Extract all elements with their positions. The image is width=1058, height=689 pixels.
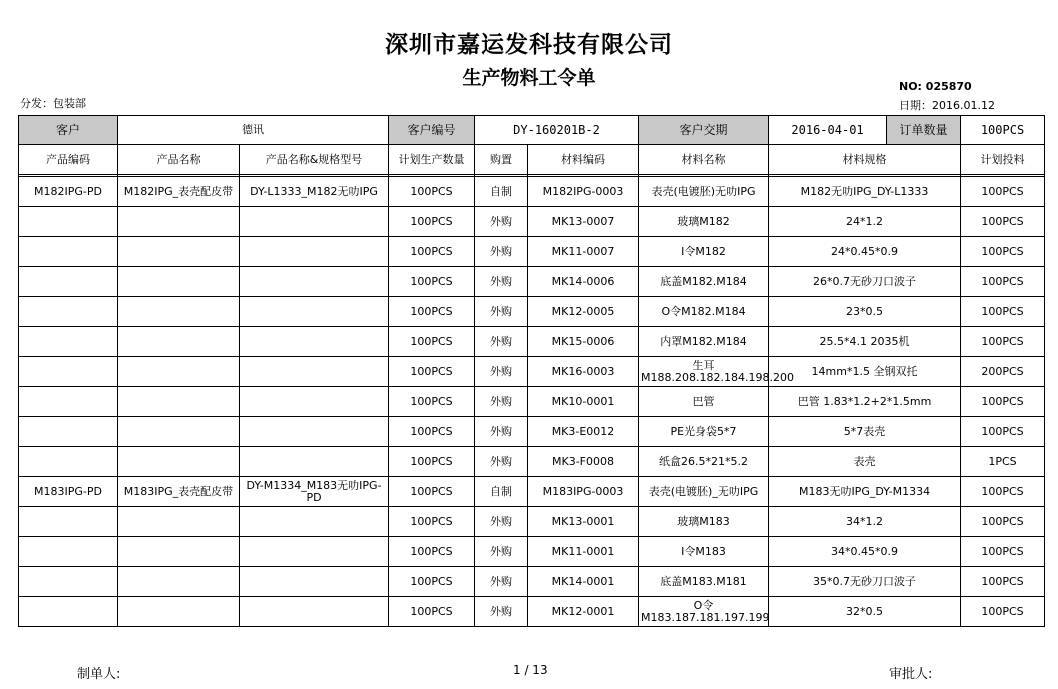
product-spec-cell [240, 417, 389, 447]
product-code-cell [19, 207, 118, 237]
material-name-cell: 玻璃M183 [639, 507, 769, 537]
product-code-cell: M182IPG-PD [19, 177, 118, 207]
product-spec-cell [240, 327, 389, 357]
column-header: 计划投料 [961, 145, 1045, 175]
product-name-cell [118, 447, 240, 477]
product-name-cell [118, 417, 240, 447]
delivery-value: 2016-04-01 [769, 116, 887, 144]
delivery-label: 客户交期 [639, 116, 769, 145]
column-header: 产品编码 [19, 145, 118, 175]
document-title: 生产物料工令单 [462, 67, 596, 89]
plan-feed-cell: 100PCS [961, 597, 1045, 627]
product-name-cell [118, 567, 240, 597]
material-name-cell: 表壳(电镀胚)_无叻IPG [639, 477, 769, 507]
table-row [19, 507, 1045, 537]
product-spec-cell [240, 207, 389, 237]
purchase-type-cell: 自制 [475, 177, 528, 207]
material-spec-cell: 24*0.45*0.9 [769, 237, 961, 267]
plan-qty-cell: 100PCS [389, 297, 475, 327]
column-header-row [19, 145, 1045, 175]
material-name-cell: 内罩M182.M184 [639, 327, 769, 357]
material-code-cell: MK10-0001 [528, 387, 639, 417]
material-spec-cell: 表壳 [769, 447, 961, 477]
product-spec-cell [240, 537, 389, 567]
table-row [19, 177, 1045, 207]
material-name-cell: O令M182.M184 [639, 297, 769, 327]
approver-label: 审批人: [889, 667, 933, 682]
product-name-cell: M182IPG_表壳配皮带 [118, 177, 240, 207]
product-spec-cell [240, 447, 389, 477]
material-code-cell: MK3-F0008 [528, 447, 639, 477]
table-row [19, 567, 1045, 597]
material-spec-cell: 35*0.7无砂刀口波子 [769, 567, 961, 597]
product-code-cell [19, 597, 118, 627]
plan-qty-cell: 100PCS [389, 597, 475, 627]
material-code-cell: MK11-0007 [528, 237, 639, 267]
plan-qty-cell: 100PCS [389, 507, 475, 537]
product-spec-cell: DY-L1333_M182无叻IPG [240, 177, 389, 207]
column-header: 购置 [475, 145, 528, 175]
purchase-type-cell: 外购 [475, 597, 528, 627]
purchase-type-cell: 外购 [475, 417, 528, 447]
material-code-cell: MK13-0001 [528, 507, 639, 537]
material-name-cell: 巴管 [639, 387, 769, 417]
product-name-cell [118, 597, 240, 627]
material-code-cell: MK12-0001 [528, 597, 639, 627]
product-name-cell: M183IPG_表壳配皮带 [118, 477, 240, 507]
product-code-cell [19, 537, 118, 567]
plan-feed-cell: 100PCS [961, 417, 1045, 447]
order-header-row [19, 116, 1045, 145]
material-code-cell: MK15-0006 [528, 327, 639, 357]
plan-feed-cell: 100PCS [961, 237, 1045, 267]
customer-code-label: 客户编号 [389, 116, 475, 145]
order-number: NO: 025870 [899, 80, 972, 93]
product-spec-cell [240, 567, 389, 597]
table-row [19, 477, 1045, 507]
material-name-cell: I令M183 [639, 537, 769, 567]
material-spec-cell: 26*0.7无砂刀口波子 [769, 267, 961, 297]
product-code-cell [19, 567, 118, 597]
column-header: 材料规格 [769, 145, 961, 175]
delivery-qty-cell [769, 116, 961, 145]
material-spec-cell: 32*0.5 [769, 597, 961, 627]
plan-feed-cell: 1PCS [961, 447, 1045, 477]
product-name-cell [118, 507, 240, 537]
plan-qty-cell: 100PCS [389, 537, 475, 567]
table-row [19, 297, 1045, 327]
product-spec-cell [240, 267, 389, 297]
order-date: 日期：2016.01.12 [899, 99, 995, 112]
plan-qty-cell: 100PCS [389, 417, 475, 447]
material-spec-cell: 14mm*1.5 全钢双托 [769, 357, 961, 387]
product-code-cell [19, 357, 118, 387]
company-name: 深圳市嘉运发科技有限公司 [385, 31, 673, 58]
column-header: 材料编码 [528, 145, 639, 175]
column-header: 计划生产数量 [389, 145, 475, 175]
plan-qty-cell: 100PCS [389, 387, 475, 417]
product-spec-cell [240, 237, 389, 267]
plan-qty-cell: 100PCS [389, 237, 475, 267]
material-rows [19, 177, 1045, 627]
material-name-cell: 玻璃M182 [639, 207, 769, 237]
product-name-cell [118, 387, 240, 417]
material-spec-cell: 23*0.5 [769, 297, 961, 327]
material-code-cell: MK13-0007 [528, 207, 639, 237]
material-spec-cell: 巴管 1.83*1.2+2*1.5mm [769, 387, 961, 417]
column-header: 材料名称 [639, 145, 769, 175]
product-name-cell [118, 267, 240, 297]
purchase-type-cell: 外购 [475, 207, 528, 237]
product-code-cell [19, 237, 118, 267]
product-code-cell: M183IPG-PD [19, 477, 118, 507]
table-row [19, 417, 1045, 447]
purchase-type-cell: 外购 [475, 327, 528, 357]
plan-feed-cell: 100PCS [961, 267, 1045, 297]
purchase-type-cell: 外购 [475, 267, 528, 297]
plan-feed-cell: 100PCS [961, 177, 1045, 207]
plan-feed-cell: 100PCS [961, 477, 1045, 507]
product-name-cell [118, 537, 240, 567]
product-code-cell [19, 507, 118, 537]
material-name-cell: 纸盒26.5*21*5.2 [639, 447, 769, 477]
order-qty-value: 100PCS [961, 116, 1045, 145]
product-spec-cell: DY-M1334_M183无叻IPG-PD [240, 477, 389, 507]
purchase-type-cell: 外购 [475, 237, 528, 267]
table-row [19, 237, 1045, 267]
table-row [19, 537, 1045, 567]
product-code-cell [19, 417, 118, 447]
distribution-department: 分发：包装部 [20, 97, 86, 110]
purchase-type-cell: 外购 [475, 447, 528, 477]
material-spec-cell: M182无叻IPG_DY-L1333 [769, 177, 961, 207]
customer-code-value: DY-160201B-2 [475, 116, 639, 145]
plan-feed-cell: 100PCS [961, 207, 1045, 237]
material-name-cell: PE光身袋5*7 [639, 417, 769, 447]
plan-qty-cell: 100PCS [389, 477, 475, 507]
table-row [19, 597, 1045, 627]
plan-qty-cell: 100PCS [389, 357, 475, 387]
table-row [19, 207, 1045, 237]
product-spec-cell [240, 297, 389, 327]
column-header: 产品名称 [118, 145, 240, 175]
product-name-cell [118, 297, 240, 327]
plan-feed-cell: 100PCS [961, 297, 1045, 327]
table-row [19, 357, 1045, 387]
column-header: 产品名称&规格型号 [240, 145, 389, 175]
plan-feed-cell: 100PCS [961, 387, 1045, 417]
material-code-cell: MK11-0001 [528, 537, 639, 567]
material-code-cell: MK12-0005 [528, 297, 639, 327]
material-code-cell: MK3-E0012 [528, 417, 639, 447]
product-code-cell [19, 267, 118, 297]
product-spec-cell [240, 507, 389, 537]
plan-qty-cell: 100PCS [389, 567, 475, 597]
order-qty-label: 订单数量 [887, 116, 960, 144]
plan-qty-cell: 100PCS [389, 447, 475, 477]
maker-label: 制单人: [77, 667, 121, 682]
material-name-cell: 表壳(电镀胚)无叻IPG [639, 177, 769, 207]
product-name-cell [118, 237, 240, 267]
material-spec-cell: 5*7表壳 [769, 417, 961, 447]
material-name-cell: I令M182 [639, 237, 769, 267]
material-spec-cell: 24*1.2 [769, 207, 961, 237]
page-indicator: 1 / 13 [513, 663, 548, 677]
product-code-cell [19, 297, 118, 327]
material-spec-cell: 25.5*4.1 2035机 [769, 327, 961, 357]
plan-feed-cell: 100PCS [961, 567, 1045, 597]
table-row [19, 447, 1045, 477]
plan-feed-cell: 200PCS [961, 357, 1045, 387]
product-code-cell [19, 447, 118, 477]
purchase-type-cell: 外购 [475, 567, 528, 597]
table-row [19, 327, 1045, 357]
material-code-cell: MK14-0001 [528, 567, 639, 597]
material-spec-cell: 34*1.2 [769, 507, 961, 537]
plan-feed-cell: 100PCS [961, 537, 1045, 567]
purchase-type-cell: 外购 [475, 297, 528, 327]
material-name-cell: 底盖M183.M181 [639, 567, 769, 597]
material-name-cell: O令M183.187.181.197.199 [639, 597, 769, 627]
product-spec-cell [240, 597, 389, 627]
product-code-cell [19, 387, 118, 417]
plan-qty-cell: 100PCS [389, 177, 475, 207]
material-code-cell: M182IPG-0003 [528, 177, 639, 207]
product-code-cell [19, 327, 118, 357]
material-spec-cell: 34*0.45*0.9 [769, 537, 961, 567]
customer-value: 德讯 [118, 116, 389, 145]
product-spec-cell [240, 387, 389, 417]
product-name-cell [118, 327, 240, 357]
table-row [19, 387, 1045, 417]
plan-qty-cell: 100PCS [389, 267, 475, 297]
customer-label: 客户 [19, 116, 118, 145]
purchase-type-cell: 外购 [475, 387, 528, 417]
plan-qty-cell: 100PCS [389, 207, 475, 237]
purchase-type-cell: 自制 [475, 477, 528, 507]
product-name-cell [118, 357, 240, 387]
plan-feed-cell: 100PCS [961, 327, 1045, 357]
material-code-cell: M183IPG-0003 [528, 477, 639, 507]
material-spec-cell: M183无叻IPG_DY-M1334 [769, 477, 961, 507]
material-name-cell: 底盖M182.M184 [639, 267, 769, 297]
purchase-type-cell: 外购 [475, 357, 528, 387]
material-code-cell: MK16-0003 [528, 357, 639, 387]
table-row [19, 267, 1045, 297]
product-spec-cell [240, 357, 389, 387]
plan-feed-cell: 100PCS [961, 507, 1045, 537]
product-name-cell [118, 207, 240, 237]
plan-qty-cell: 100PCS [389, 327, 475, 357]
material-code-cell: MK14-0006 [528, 267, 639, 297]
purchase-type-cell: 外购 [475, 507, 528, 537]
material-name-cell: 生耳M188.208.182.184.198.200 [639, 357, 769, 387]
purchase-type-cell: 外购 [475, 537, 528, 567]
work-order-table [18, 115, 1045, 627]
